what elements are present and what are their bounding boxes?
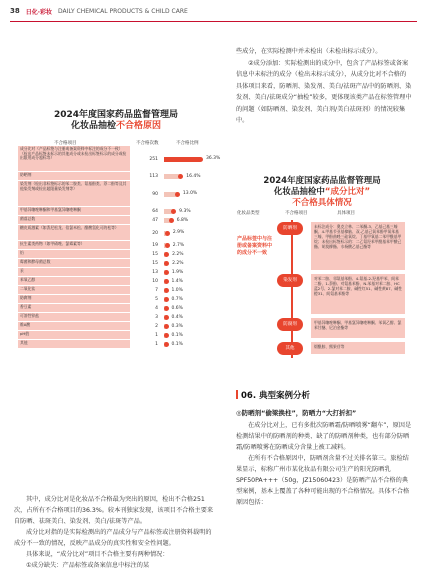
chart1-title-line2 bbox=[18, 121, 214, 132]
category-label: 汞 bbox=[18, 268, 130, 277]
count-value: 13 bbox=[152, 270, 158, 275]
chart2-row-detail: 未标注成分：奥克立林、二苯酮-3、乙基己基三嗪酮、4-甲基苄亚基樟脑、双-乙基己氧苯酚甲氧苯基三嗪、甲酚曲唑三硅氧烷、丁基甲氧基二苯甲酰基甲烷；未检出标签标示的：二乙氨羟苯甲酰基苯甲酸己酯、胡莫柳酯、水杨酸乙基己酯等 bbox=[311, 222, 405, 270]
chart-row bbox=[18, 268, 214, 277]
category-label: 可溶性锌盐 bbox=[18, 313, 130, 322]
chart-row bbox=[18, 172, 214, 181]
section-title-bar bbox=[236, 390, 238, 399]
count-value: 20 bbox=[152, 230, 158, 236]
left-paragraph-1: 其中，成分比对是化妆品不合格最为突出的原因，检出不合格251次，占所有不合格项目的36.3%。较本刊独家发现，该项目不合格主要来自防晒、祛斑美白、染发剂、美白/祛斑等产品。 bbox=[14, 496, 214, 525]
bar bbox=[164, 157, 200, 162]
percent-label: 13.0% bbox=[182, 191, 198, 196]
chart-row bbox=[18, 331, 214, 340]
chart-row bbox=[18, 277, 214, 286]
percent-label: 0.1% bbox=[171, 332, 183, 338]
category-label: 维A酸 bbox=[18, 322, 130, 331]
count-value: 15 bbox=[152, 252, 158, 257]
count-value: 1 bbox=[155, 342, 158, 347]
chart2-timeline bbox=[291, 220, 293, 358]
right-paragraph-2: ②成分添加：实际检测出的成分中，包含了产品标签或备案信息中未标注的成分（检出未标示成分），从成分比对不合格的具体项目来看，防晒剂、染发剂、美白/祛斑产品中的防晒剂、染发剂、美白/祛斑成分“抽检”较多，更体现该类产品在标签管理中的问题（如防晒剂、染发剂、美白剂/美白祛斑剂）的情况较集中。 bbox=[236, 59, 412, 124]
chart-row bbox=[18, 295, 214, 304]
category-label: pH值 bbox=[18, 331, 130, 340]
chart1-col-reason: 不合格项目 bbox=[54, 141, 77, 146]
percent-label: 2.7% bbox=[172, 242, 185, 248]
percent-label: 2.9% bbox=[172, 230, 185, 235]
chart2-title-line2-red: “成分比对” bbox=[324, 187, 371, 197]
chart2-row-label: 染发剂 bbox=[277, 274, 303, 287]
left-paragraph-3: 具体来说，“成分比对”项目不合格主要有两种情况： bbox=[26, 551, 169, 558]
chart2-hdr-detail: 具体项目 bbox=[337, 211, 355, 216]
right-paragraph-1: 些成分，在实际检测中并未检出（未检出标示成分）。 bbox=[236, 48, 382, 55]
chart2-row-detail: 甲基异噻唑啉酮、甲基氯异噻唑啉酮、苯氧乙醇、氯苯甘醚、尼泊金酯等 bbox=[311, 318, 405, 338]
chart-row bbox=[18, 216, 214, 225]
chart-row bbox=[18, 304, 214, 313]
chart2-row-label: 其他 bbox=[277, 342, 303, 355]
bar-end-dot bbox=[178, 174, 183, 179]
page-header bbox=[0, 0, 427, 22]
left-paragraph-4: ①成分缺失：产品标签或备案信息中标注的某 bbox=[26, 562, 150, 569]
section-title bbox=[236, 389, 310, 401]
count-value: 2 bbox=[155, 324, 158, 329]
percent-label: 36.3% bbox=[206, 156, 221, 161]
category-label: 菌落总数 bbox=[18, 216, 130, 225]
percent-label: 1.4% bbox=[171, 278, 183, 284]
category-label: 成分比对（产品标签与注册或备案资料中标注的成分不一致）（检出产品标签未标示的其他成分或未检出标签标示的成分或检出限用成分超标等） bbox=[18, 146, 130, 172]
bar-end-dot bbox=[164, 342, 169, 347]
chart-row bbox=[18, 225, 214, 241]
percent-label: 1.0% bbox=[171, 287, 183, 293]
magazine-name-cn: 日化·彩妆 bbox=[25, 8, 53, 16]
left-paragraph-2: 成分比对指的是实际检测出的产品成分与产品标签或注册资料载明的成分不一致的情况，反映产品成分的真实性和安全性问题。 bbox=[14, 529, 212, 547]
chart-row bbox=[18, 250, 214, 259]
bar-end-dot bbox=[164, 261, 169, 266]
chart-row bbox=[18, 181, 214, 207]
category-label: 防晒剂 bbox=[18, 172, 130, 181]
percent-label: 9.3% bbox=[179, 208, 191, 214]
percent-label: 1.9% bbox=[171, 269, 184, 275]
count-value: 7 bbox=[155, 288, 158, 293]
count-value: 1 bbox=[155, 333, 158, 338]
count-value: 3 bbox=[155, 315, 158, 320]
chart2-side-text: 产品标签中与注册或备案资料中的成分不一致 bbox=[237, 236, 273, 256]
chart2-hdr-type: 化妆品类型 bbox=[237, 211, 260, 216]
right-text-top bbox=[236, 46, 412, 127]
unqualified-reasons-chart bbox=[18, 110, 221, 490]
chart2-row-label: 防腐剂 bbox=[277, 318, 303, 331]
category-label: 二氧化钛 bbox=[18, 286, 130, 295]
chart1-title bbox=[18, 110, 214, 132]
count-value: 5 bbox=[155, 297, 158, 302]
case-subhead: ◎防晒剂“偷梁换柱”，防晒力“大打折扣” bbox=[236, 409, 357, 417]
bar-end-dot bbox=[169, 218, 174, 223]
category-label: 铅 bbox=[18, 250, 130, 259]
percent-label: 0.4% bbox=[171, 314, 183, 320]
right-paragraph-3: 在成分比对上，已有多批次防晒霜/防晒喷雾“翻车”，原因是检测结果中的防晒剂的种类、缺了的防晒剂种类，也有部分防晒霜/防晒喷雾在防晒成分含量上被工减料。 bbox=[236, 422, 412, 451]
bar-end-dot bbox=[165, 243, 170, 248]
percent-label: 2.2% bbox=[172, 251, 184, 257]
count-value: 64 bbox=[152, 209, 158, 214]
chart1-title-line2-red: 不合格原因 bbox=[116, 121, 162, 131]
percent-label: 16.4% bbox=[186, 173, 201, 179]
count-value: 47 bbox=[152, 218, 158, 223]
count-value: 15 bbox=[152, 261, 158, 266]
chart2-title-line1: 2024年度国家药品监督管理局 bbox=[263, 176, 381, 186]
count-value: 113 bbox=[149, 174, 158, 179]
chart2-hdr-reason: 不合格项目 bbox=[285, 211, 308, 216]
category-label: 香豆素 bbox=[18, 304, 130, 313]
category-label: 苯氧乙醇 bbox=[18, 277, 130, 286]
chart-row bbox=[18, 313, 214, 322]
chart2-row-detail: 烟酰胺、熊果苷等 bbox=[311, 342, 405, 354]
chart1-title-line1: 2024年度国家药品监督管理局 bbox=[53, 110, 179, 120]
right-paragraph-4: 在所有不合格原因中，防晒剂含量不过关排名第三。旅检结果显示，标称广州市某化妆品有限公司生产的阳光防晒乳 SPF50PA+++（50g，JZ15060423）是防晒产品不合格的典型案例，基本上覆盖了各种可能出现的不合格情况。具体不合格原因包括： bbox=[236, 455, 410, 506]
percent-label: 0.6% bbox=[171, 305, 183, 311]
count-value: 10 bbox=[152, 279, 158, 284]
chart2-row-label: 防晒剂 bbox=[277, 222, 303, 235]
bar-end-dot bbox=[164, 306, 169, 311]
page-number: 38 bbox=[10, 7, 20, 15]
chart-row bbox=[18, 207, 214, 216]
chart-row bbox=[18, 286, 214, 295]
header-rule bbox=[10, 21, 417, 22]
count-value: 4 bbox=[155, 306, 158, 311]
percent-label: 0.3% bbox=[171, 323, 183, 329]
category-label: 其他 bbox=[18, 340, 130, 349]
bar-end-dot bbox=[165, 231, 170, 236]
chart2-title-line2 bbox=[237, 187, 407, 198]
chart2-row-detail: 对苯二胺、邻氨基苯酚、4-氨基-2-羟基甲苯、间苯二酚、1-萘酚、对氨基苯酚、N-苯基对苯二胺、HC蓝2号、2-氯对苯二胺、碱性红51、碱性黄87、碱性橙31、间氨基苯酚等 bbox=[311, 274, 405, 314]
percent-label: 0.1% bbox=[171, 341, 183, 347]
chart-row bbox=[18, 146, 221, 172]
bar-end-dot bbox=[164, 279, 169, 284]
chart2-title-line3: 不合格具体情况 bbox=[292, 198, 352, 208]
category-label: 抗生素类药物（如甲硝唑、氯霉素等） bbox=[18, 241, 130, 250]
chart-row bbox=[18, 259, 214, 268]
category-label: 防腐剂 bbox=[18, 295, 130, 304]
left-text-bottom bbox=[14, 494, 214, 571]
percent-label: 2.2% bbox=[172, 260, 184, 266]
count-value: 19 bbox=[152, 243, 158, 248]
bar-end-dot bbox=[198, 157, 203, 162]
bar-end-dot bbox=[164, 324, 169, 329]
chart-row bbox=[18, 340, 214, 349]
bar-end-dot bbox=[164, 270, 169, 275]
category-label: 糖皮质激素（如泼尼松龙、倍氯米松、醋酸氢化可的松等） bbox=[18, 225, 130, 241]
bar-end-dot bbox=[171, 209, 176, 214]
chart-row bbox=[18, 322, 214, 331]
chart2-title-line2-prefix: 化妆品抽检中 bbox=[273, 187, 325, 197]
category-label: 霉菌和酵母菌总数 bbox=[18, 259, 130, 268]
percent-label: 0.7% bbox=[171, 296, 183, 302]
section-title-text: 06. 典型案例分析 bbox=[241, 391, 311, 401]
count-value: 90 bbox=[152, 191, 158, 197]
bar-end-dot bbox=[164, 315, 169, 320]
category-label: 甲基异噻唑啉酮和甲基氯异噻唑啉酮 bbox=[18, 207, 130, 216]
ingredient-mismatch-chart bbox=[237, 176, 407, 374]
percent-label: 6.8% bbox=[176, 217, 189, 223]
bar-end-dot bbox=[164, 333, 169, 338]
chart-row bbox=[18, 241, 214, 250]
right-text-bottom bbox=[236, 420, 412, 508]
category-label: 染发剂（检出非标签标示的苯二胺类、氨基酚类、萘二酚等及其他染发剂或检出超限量染发剂等） bbox=[18, 181, 130, 207]
bar-end-dot bbox=[175, 192, 180, 197]
chart1-col-pct: 不合格比例 bbox=[176, 141, 199, 146]
bar-end-dot bbox=[164, 288, 169, 293]
chart2-title bbox=[237, 176, 407, 209]
bar-end-dot bbox=[164, 297, 169, 302]
chart1-title-line2-prefix: 化妆品抽检 bbox=[70, 121, 116, 131]
count-value: 251 bbox=[149, 156, 158, 162]
magazine-name-en: DAILY CHEMICAL PRODUCTS & CHILD CARE bbox=[58, 7, 188, 15]
bar-end-dot bbox=[164, 252, 169, 257]
chart1-col-count: 不合格次数 bbox=[136, 141, 159, 146]
